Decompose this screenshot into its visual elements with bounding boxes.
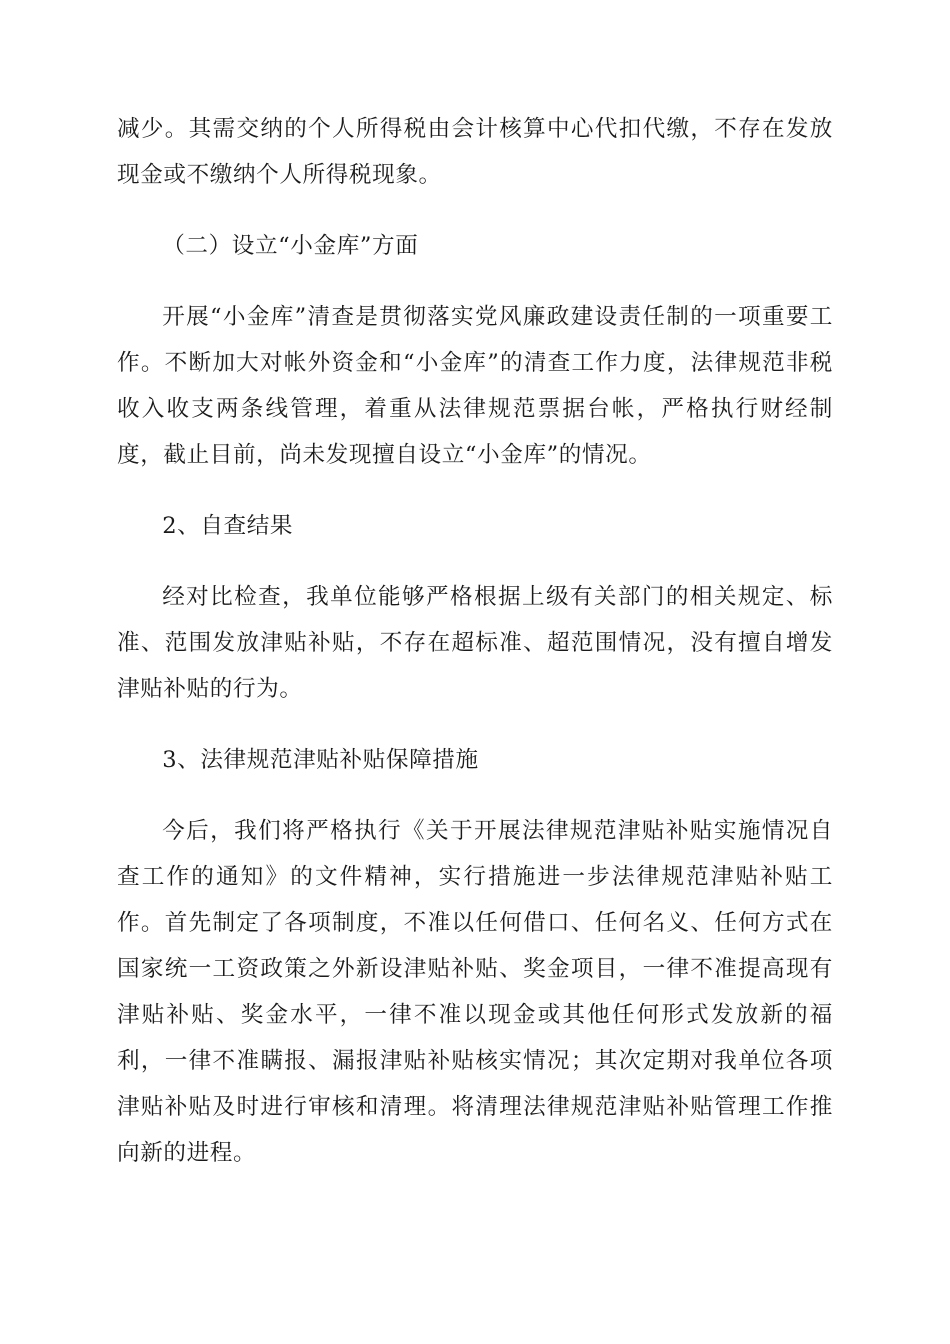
section-heading-safeguard-measures: 3、法律规范津贴补贴保障措施 xyxy=(162,747,479,773)
paragraph-self-check-result: 经对比检查，我单位能够严格根据上级有关部门的相关规定、标准、范围发放津贴补贴，不存在超标准、超范围情况，没有擅自增发津贴补贴的行为。 xyxy=(117,584,833,702)
section-heading-self-check-result: 2、自查结果 xyxy=(162,513,294,539)
section-heading-small-treasury: （二）设立“小金库”方面 xyxy=(162,233,419,259)
paragraph-safeguard-measures: 今后，我们将严格执行《关于开展法律规范津贴补贴实施情况自查工作的通知》的文件精神，实行措施进一步法律规范津贴补贴工作。首先制定了各项制度，不准以任何借口、任何名义、任何方式在国家统一工资政策之外新设津贴补贴、奖金项目，一律不准提高现有津贴补贴、奖金水平，一律不准以现金或其他任何形式发放新的福利，一律不准瞒报、漏报津贴补贴核实情况；其次定期对我单位各项津贴补贴及时进行审核和清理。将清理法律规范津贴补贴管理工作推向新的进程。 xyxy=(117,818,833,1166)
paragraph-continuation: 减少。其需交纳的个人所得税由会计核算中心代扣代缴，不存在发放现金或不缴纳个人所得税现象。 xyxy=(117,116,833,188)
document-body xyxy=(117,106,833,1176)
paragraph-small-treasury-check: 开展“小金库”清查是贯彻落实党风廉政建设责任制的一项重要工作。不断加大对帐外资金和“小金库”的清查工作力度，法律规范非税收入收支两条线管理，着重从法律规范票据台帐，严格执行财经制度，截止目前，尚未发现擅自设立“小金库”的情况。 xyxy=(117,304,833,468)
